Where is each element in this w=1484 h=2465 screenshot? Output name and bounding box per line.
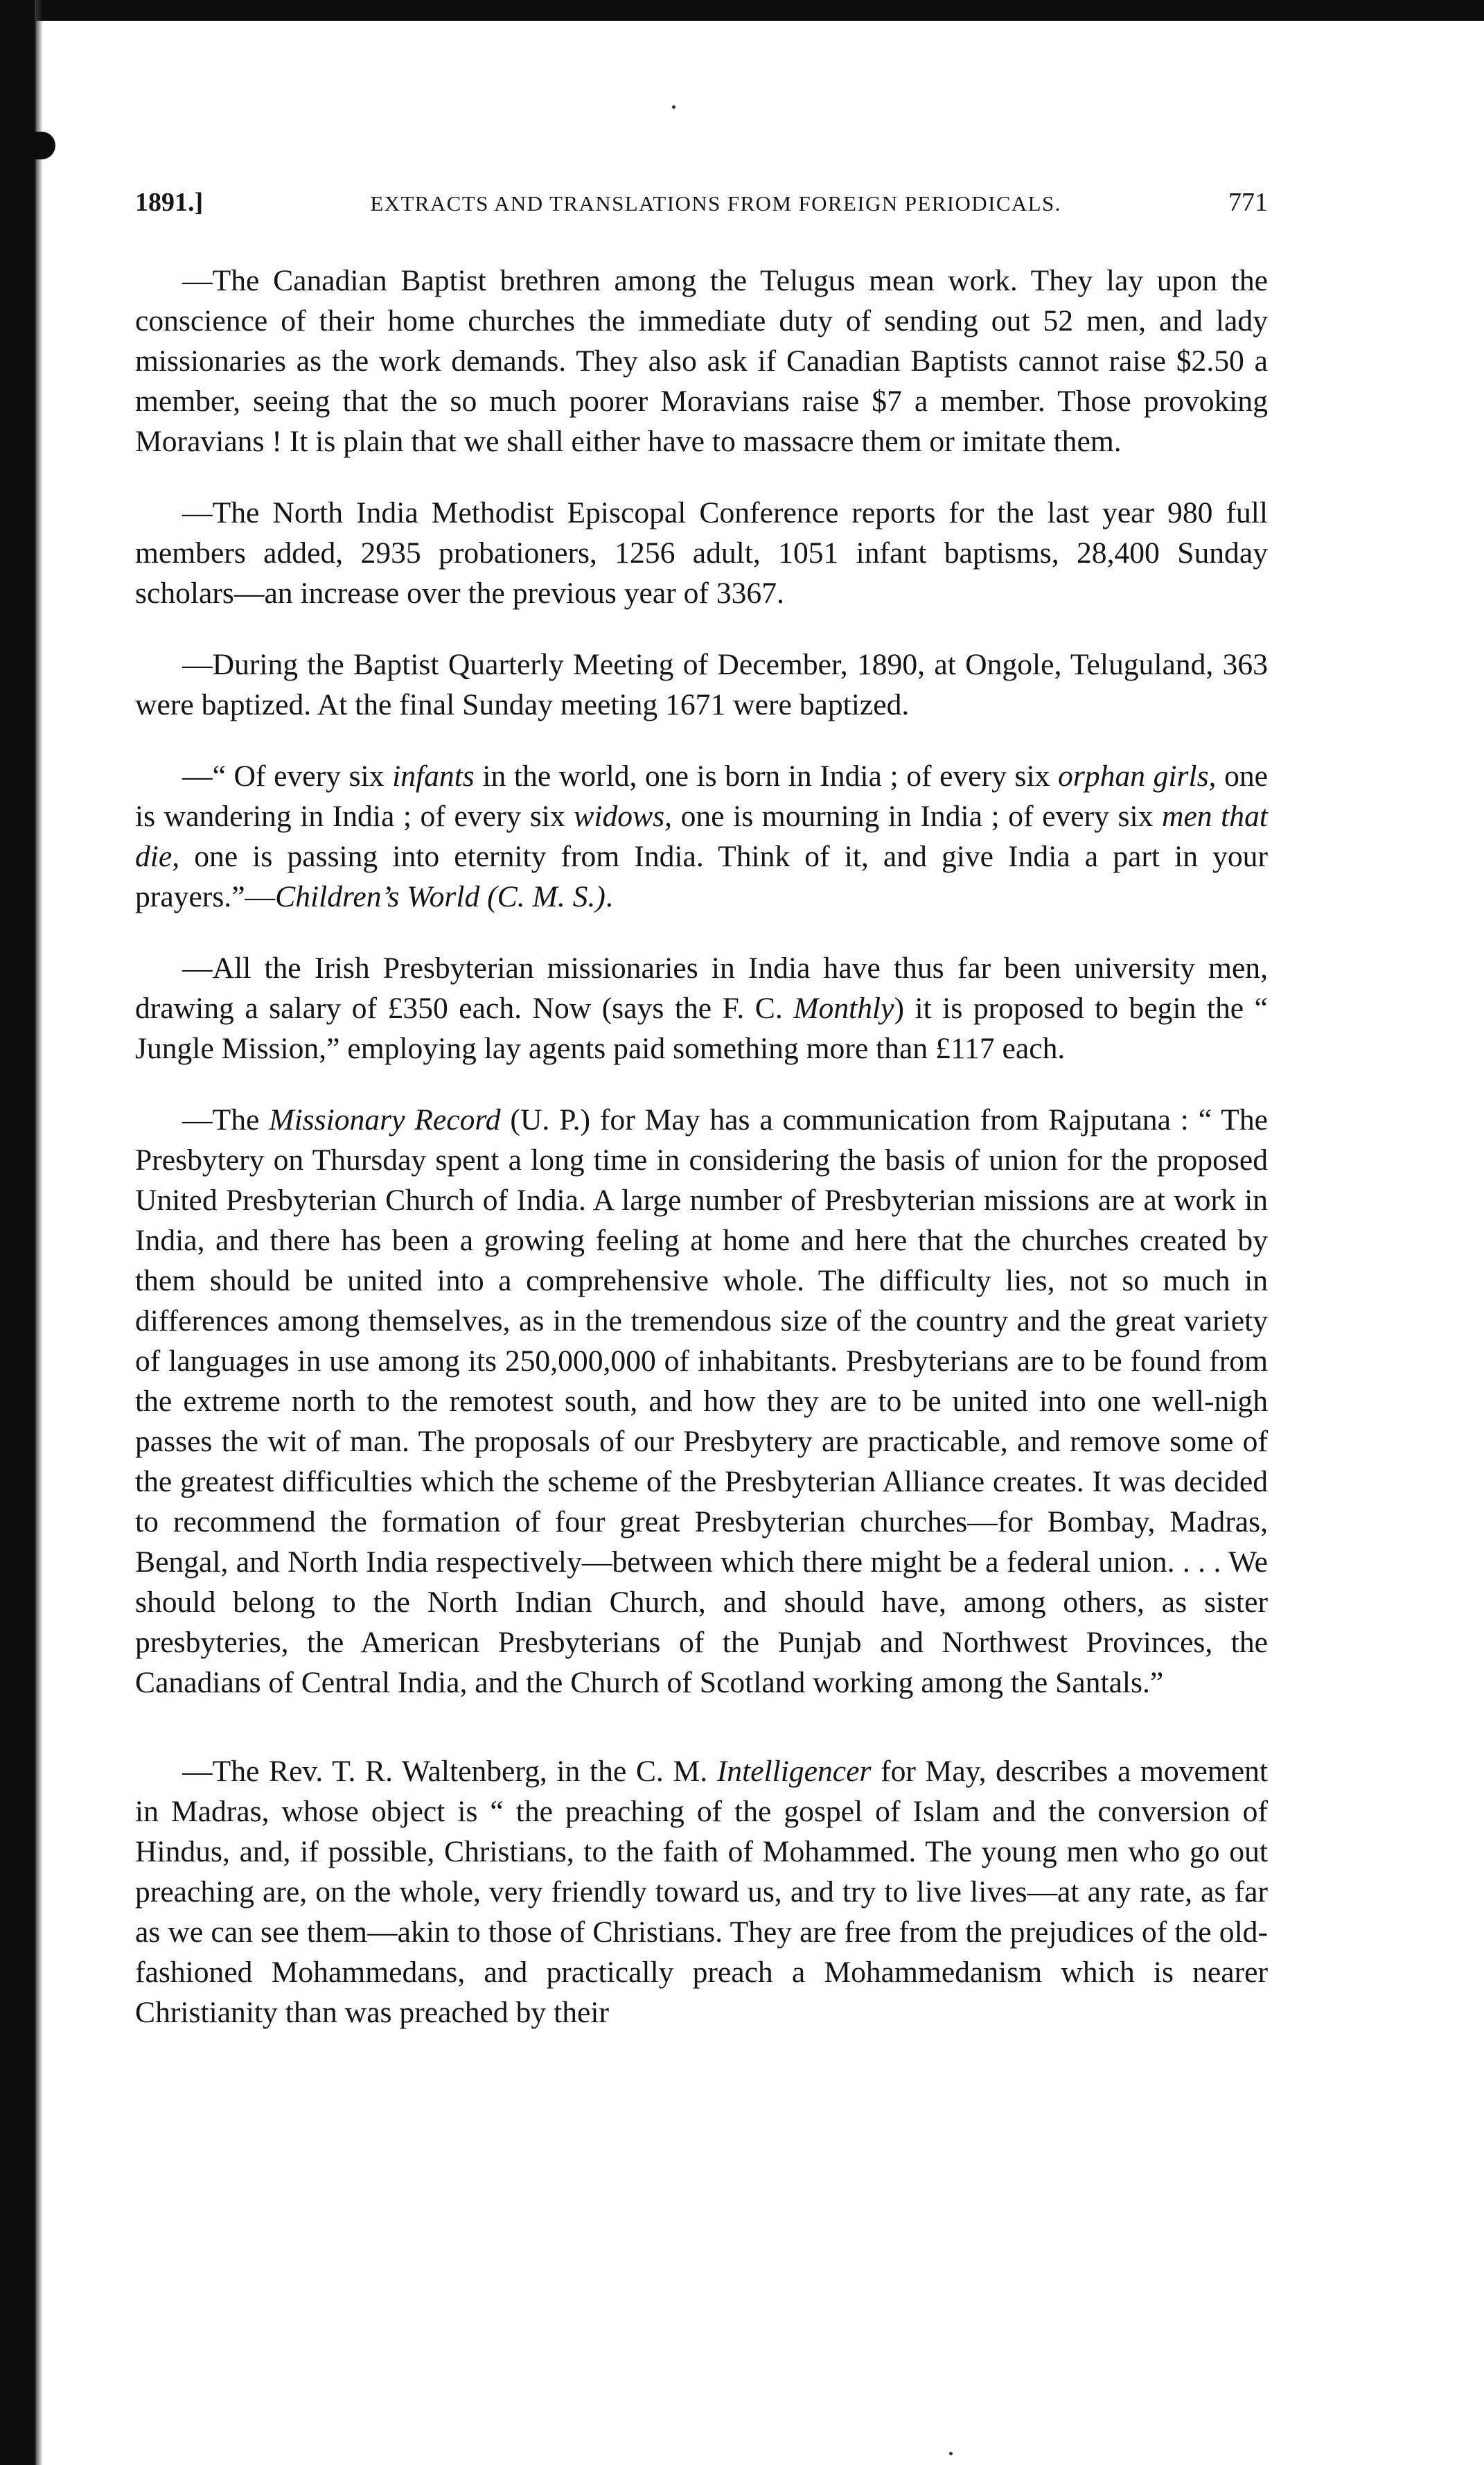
paragraph-missionary-record bbox=[135, 1100, 1268, 1703]
paragraph-text: —All the Irish Presbyterian missionaries in India have thus far been university men, drawing a salary of £350 each. Now (says the F. C. bbox=[135, 951, 1268, 1025]
paragraph-text: —The North India Methodist Episcopal Conference reports for the last year 980 full members added, 2935 probationers, 1256 adult, 1051 infant baptisms, 28,400 Sunday scholars—an increase over the previous year of 3367. bbox=[135, 496, 1268, 610]
running-head-year: 1891.] bbox=[135, 188, 204, 217]
paragraph-text: for May, describes a movement in Madras, whose object is “ the preaching of the gospel of Islam and the conversion of Hindus, and, if possible, Christians, to the faith of Mohammed. The young men who go out preaching are, on the whole, very friendly toward us, and try to live lives—at any rate, as far as we can see them—akin to those of Christians. They are free from the prejudices of the old-fashioned Mohammedans, and practically preach a Mohammedanism which is nearer Christianity than was preached by their bbox=[135, 1755, 1268, 2029]
scan-speck bbox=[949, 2452, 953, 2455]
italic-title-text: men that die, bbox=[135, 800, 1268, 873]
italic-title-text: Intelligencer bbox=[716, 1755, 872, 1788]
italic-title-text: Missionary Record bbox=[269, 1103, 501, 1137]
paragraph-north-india-methodist bbox=[135, 493, 1268, 613]
paragraph-every-six-infants bbox=[135, 756, 1268, 917]
paragraph-text: one is passing into eternity from India. Think of it, and give India a part in your prayers.”— bbox=[135, 840, 1268, 913]
paragraph-text: . bbox=[605, 880, 613, 913]
paragraph-text: one is mourning in India ; of every six bbox=[672, 800, 1162, 833]
scan-notch bbox=[0, 132, 55, 159]
paragraph-text: one is wandering in India ; of every six bbox=[135, 760, 1269, 833]
paragraph-text: —During the Baptist Quarterly Meeting of December, 1890, at Ongole, Teluguland, 363 were baptized. At the final Sunday meeting 1671 were baptized. bbox=[135, 648, 1268, 721]
italic-title-text: Monthly bbox=[793, 992, 894, 1025]
book-page bbox=[135, 187, 1268, 2033]
paragraph-text: ) it is proposed to begin the “ Jungle Mission,” employing lay agents paid something more than £117 each. bbox=[135, 992, 1268, 1065]
scan-speck bbox=[672, 105, 675, 109]
italic-title-text: widows, bbox=[574, 800, 673, 833]
italic-title-text: infants bbox=[392, 760, 475, 793]
paragraph-text: —The Canadian Baptist brethren among the Telugus mean work. They lay upon the conscience of their home churches the immediate duty of sending out 52 men, and lady missionaries as the work demands. They also ask if Canadian Baptists cannot raise $2.50 a member, seeing that the so much poorer Moravians raise $7 a member. Those provoking Moravians ! It is plain that we shall either have to massacre them or imitate them. bbox=[135, 264, 1268, 458]
paragraph-canadian-baptist bbox=[135, 261, 1268, 462]
running-head bbox=[135, 187, 1268, 218]
paragraph-text: —“ Of every six bbox=[182, 760, 393, 793]
italic-title-text: orphan girls, bbox=[1058, 760, 1217, 793]
running-head-title: EXTRACTS AND TRANSLATIONS FROM FOREIGN PERIODICALS. bbox=[370, 191, 1061, 216]
paragraph-baptist-quarterly bbox=[135, 644, 1268, 725]
paragraph-text: —The Rev. T. R. Waltenberg, in the C. M. bbox=[182, 1755, 717, 1788]
paragraph-text: in the world, one is born in India ; of every six bbox=[474, 760, 1059, 793]
paragraph-text: —The bbox=[182, 1103, 270, 1137]
page-number: 771 bbox=[1228, 188, 1268, 217]
scan-border-top bbox=[0, 0, 1484, 21]
article-body bbox=[135, 261, 1268, 2033]
paragraph-waltenberg bbox=[135, 1751, 1268, 2033]
paragraph-text: (U. P.) for May has a communication from Rajputana : “ The Presbytery on Thursday spent a long time in considering the basis of union for the proposed United Presbyterian Church of India. A large number of Presbyterian missions are at work in India, and there has been a growing feeling at home and here that the churches created by them should be united into a comprehensive whole. The difficulty lies, not so much in differences among themselves, as in the tremendous size of the country and the great variety of languages in use among its 250,000,000 of inhabitants. Presbyterians are to be found from the extreme north to the remotest south, and how they are to be united into one well-nigh passes the wit of man. The proposals of our Presbytery are practicable, and remove some of the greatest difficulties which the scheme of the Presbyterian Alliance creates. It was decided to recommend the formation of four great Presbyterian churches—for Bombay, Madras, Bengal, and North India respectively—between which there might be a federal union. . . . We should belong to the North Indian Church, and should have, among others, as sister presbyteries, the American Presbyterians of the Punjab and Northwest Provinces, the Canadians of Central India, and the Church of Scotland working among the Santals.” bbox=[135, 1103, 1268, 1699]
paragraph-irish-presbyterian bbox=[135, 948, 1268, 1069]
scan-border-left bbox=[0, 0, 36, 2465]
italic-title-text: Children’s World (C. M. S.) bbox=[275, 880, 606, 913]
